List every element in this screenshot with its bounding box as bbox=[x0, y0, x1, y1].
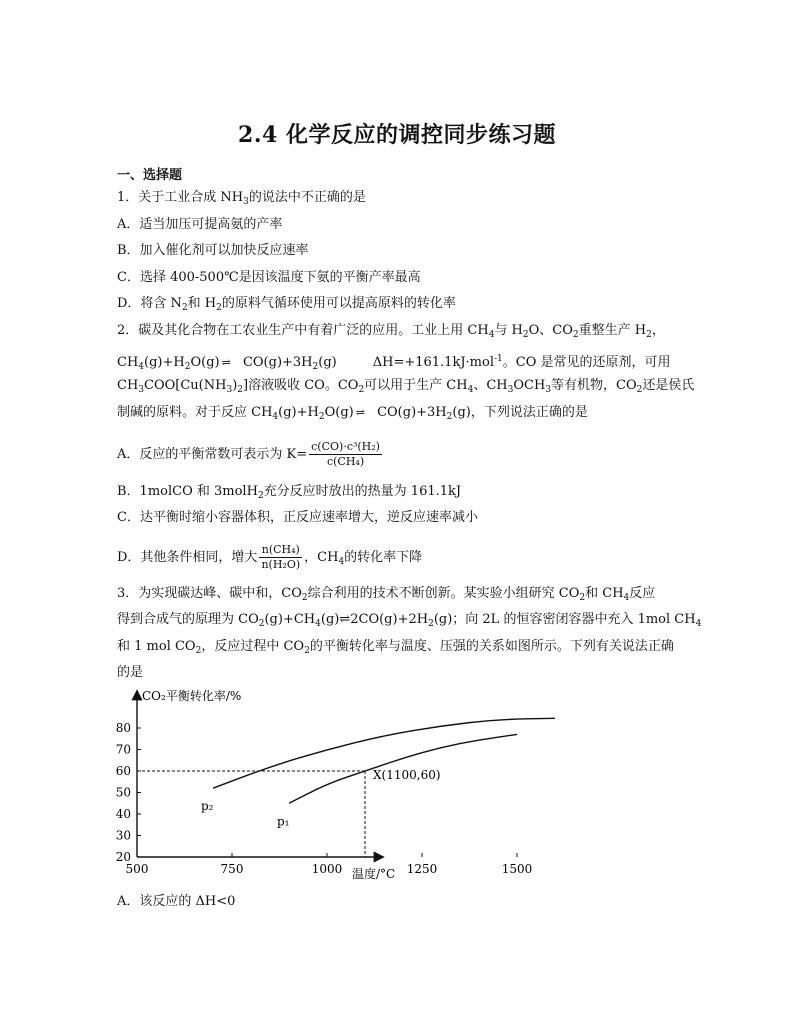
text: D．将含 N bbox=[117, 296, 182, 311]
text: D．其他条件相同，增大 bbox=[117, 550, 258, 565]
q1-stem bbox=[117, 189, 366, 211]
x-tick-label: 1250 bbox=[406, 862, 438, 876]
x-tick-label: 1000 bbox=[311, 862, 343, 876]
q2-option-d bbox=[117, 543, 677, 572]
subscript: 4 bbox=[315, 619, 321, 629]
subscript: 4 bbox=[695, 619, 702, 629]
chart-annotation bbox=[137, 768, 441, 857]
text: 的原料气循环使用可以提高原料的转化率 bbox=[221, 296, 456, 311]
text: ΔH=+161.1kJ·mol bbox=[372, 355, 494, 370]
x-tick-label: 750 bbox=[220, 862, 244, 876]
subscript: 2 bbox=[195, 646, 202, 656]
text: 反应 bbox=[629, 586, 656, 601]
subscript: 2 bbox=[184, 362, 191, 372]
equilibrium-arrow-icon: ⇌ bbox=[355, 406, 367, 419]
subscript: 4 bbox=[488, 330, 495, 340]
text: O(g) bbox=[324, 405, 354, 420]
q2-stem-line-4 bbox=[117, 404, 677, 426]
subscript: 2 bbox=[636, 385, 643, 395]
subscript: 2 bbox=[522, 330, 529, 340]
subscript: 3 bbox=[507, 385, 514, 395]
text: (g)，下列说法正确的是 bbox=[452, 405, 588, 420]
chart-svg bbox=[110, 686, 533, 884]
text: 2．碳及其化合物在工农业生产中有着广泛的应用。工业上用 CH bbox=[117, 323, 489, 338]
y-tick-label: 20 bbox=[115, 850, 131, 864]
text: ) bbox=[232, 378, 238, 393]
text: 的平衡转化率与温度、压强的关系如图所示。下列有关说法正确 bbox=[309, 639, 674, 654]
subscript: 4 bbox=[138, 362, 145, 372]
y-tick-label: 80 bbox=[115, 721, 131, 735]
text: O(g) bbox=[190, 355, 220, 370]
fraction bbox=[259, 543, 302, 572]
fraction-numerator: n(CH₄) bbox=[259, 543, 302, 558]
fraction bbox=[309, 440, 382, 469]
x-tick-label: 500 bbox=[125, 862, 149, 876]
chart-ticks bbox=[116, 721, 533, 876]
y-tick-label: 40 bbox=[115, 807, 131, 821]
text: A．反应的平衡常数可表示为 K= bbox=[117, 447, 308, 462]
text: CO(g)+3H bbox=[372, 405, 447, 420]
y-tick-label: 70 bbox=[115, 742, 131, 757]
text: 充分反应时放出的热量为 161.1kJ bbox=[263, 484, 462, 499]
y-tick-label: 60 bbox=[115, 764, 131, 778]
subscript: 2 bbox=[646, 330, 652, 340]
q1-option-d bbox=[117, 295, 456, 317]
text: 3．为实现碳达峰、碳中和，CO bbox=[117, 586, 302, 601]
section-heading: 一、选择题 bbox=[117, 168, 183, 183]
subscript: 2 bbox=[237, 385, 244, 395]
text: 制碱的原料。对于反应 CH bbox=[117, 405, 273, 420]
text: (g)+H bbox=[144, 355, 185, 370]
text: COO[Cu(NH bbox=[144, 378, 227, 393]
text: 和 H bbox=[187, 296, 217, 311]
text: CO(g)+3H bbox=[238, 355, 313, 370]
subscript: 2 bbox=[304, 646, 310, 656]
text: 和 1 mol CO bbox=[117, 639, 196, 654]
subscript: 3 bbox=[243, 197, 249, 207]
text: (g) bbox=[318, 355, 337, 370]
text: CH bbox=[117, 355, 139, 370]
text: B．1molCO 和 3molH bbox=[117, 484, 258, 499]
subscript: 4 bbox=[272, 412, 279, 422]
y-axis-label: CO₂平衡转化率/% bbox=[142, 689, 242, 703]
x-tick-label: 1500 bbox=[501, 862, 533, 876]
text: 和 CH bbox=[585, 586, 624, 601]
subscript: 2 bbox=[318, 412, 325, 422]
subscript: 2 bbox=[181, 303, 188, 313]
text: (g)+CH bbox=[264, 612, 316, 627]
text: ]溶液吸收 CO。CO bbox=[243, 378, 359, 393]
subscript: 4 bbox=[467, 385, 474, 395]
subscript: 2 bbox=[579, 593, 586, 603]
text: 重整生产 H bbox=[578, 323, 647, 338]
subscript: 3 bbox=[226, 385, 233, 395]
chart-axes bbox=[137, 692, 382, 857]
series-label-p1: p₁ bbox=[277, 814, 290, 829]
subscript: 2 bbox=[428, 619, 434, 629]
subscript: 2 bbox=[257, 491, 264, 501]
annotation-label: X(1100,60) bbox=[373, 768, 441, 782]
q1-stem-text: 的说法中不正确的是 bbox=[248, 190, 366, 205]
subscript: 2 bbox=[216, 303, 222, 313]
text: 的转化率下降 bbox=[344, 550, 423, 565]
q2-stem-line-1 bbox=[117, 322, 677, 344]
q1-option-a: A．适当加压可提高氨的产率 bbox=[117, 217, 283, 232]
text: 、CH bbox=[473, 378, 508, 393]
superscript: -1 bbox=[493, 354, 503, 364]
text: OCH bbox=[513, 378, 546, 393]
q2-option-c: C．达平衡时缩小容器体积，正反应速率增大，逆反应速率减小 bbox=[117, 510, 478, 525]
q3-stem-line-1 bbox=[117, 585, 677, 607]
q1-option-c: C．选择 400-500℃是因该温度下氨的平衡产率最高 bbox=[117, 270, 421, 285]
q1-stem-text: 1．关于工业合成 NH bbox=[117, 190, 244, 205]
text: (g)⇌2CO(g)+2H bbox=[320, 612, 429, 627]
text: 等有机物，CO bbox=[551, 378, 637, 393]
q1-option-b: B．加入催化剂可以加快反应速率 bbox=[117, 243, 309, 258]
subscript: 2 bbox=[446, 412, 453, 422]
q3-stem-line-3 bbox=[117, 638, 677, 660]
equilibrium-arrow-icon: ⇌ bbox=[221, 356, 233, 369]
fraction-denominator: n(H₂O) bbox=[261, 558, 301, 571]
q3-stem-line-2 bbox=[117, 611, 702, 633]
subscript: 4 bbox=[338, 557, 345, 567]
q2-option-a bbox=[117, 440, 677, 469]
y-tick-label: 30 bbox=[115, 828, 131, 843]
page-title: 2.4 化学反应的调控同步练习题 bbox=[238, 122, 556, 148]
fraction-denominator: c(CH₄) bbox=[326, 455, 365, 468]
y-tick-label: 50 bbox=[115, 785, 131, 800]
subscript: 2 bbox=[301, 593, 308, 603]
text: (g)；向 2L 的恒容密闭容器中充入 1mol CH bbox=[433, 612, 696, 627]
q3-stem-line-4: 的是 bbox=[117, 665, 144, 680]
x-axis-label: 温度/°C bbox=[352, 867, 396, 881]
text: ， bbox=[651, 323, 665, 338]
text: O、CO bbox=[528, 323, 573, 338]
text: 。CO 是常见的还原剂，可用 bbox=[502, 355, 671, 370]
text: CH bbox=[117, 378, 139, 393]
text: 与 H bbox=[494, 323, 523, 338]
subscript: 3 bbox=[545, 385, 552, 395]
subscript: 2 bbox=[572, 330, 579, 340]
text: 还是侯氏 bbox=[642, 378, 695, 393]
text: ，反应过程中 CO bbox=[201, 639, 305, 654]
series-label-p2: p₂ bbox=[201, 799, 214, 814]
subscript: 3 bbox=[138, 385, 145, 395]
text: 得到合成气的原理为 CO bbox=[117, 612, 259, 627]
q3-option-a: A．该反应的 ΔH<0 bbox=[117, 894, 236, 909]
text: 综合利用的技术不断创新。某实验小组研究 CO bbox=[307, 586, 580, 601]
q2-stem-line-3 bbox=[117, 377, 695, 399]
q2-stem-line-2 bbox=[117, 350, 677, 376]
subscript: 2 bbox=[358, 385, 365, 395]
text: (g)+H bbox=[278, 405, 319, 420]
subscript: 4 bbox=[623, 593, 630, 603]
subscript: 2 bbox=[258, 619, 265, 629]
conversion-chart bbox=[110, 686, 533, 884]
text: ，CH bbox=[304, 550, 339, 565]
subscript: 2 bbox=[312, 362, 319, 372]
text: 可以用于生产 CH bbox=[364, 378, 468, 393]
q2-option-b bbox=[117, 483, 677, 505]
fraction-numerator: c(CO)·c³(H₂) bbox=[311, 440, 380, 453]
